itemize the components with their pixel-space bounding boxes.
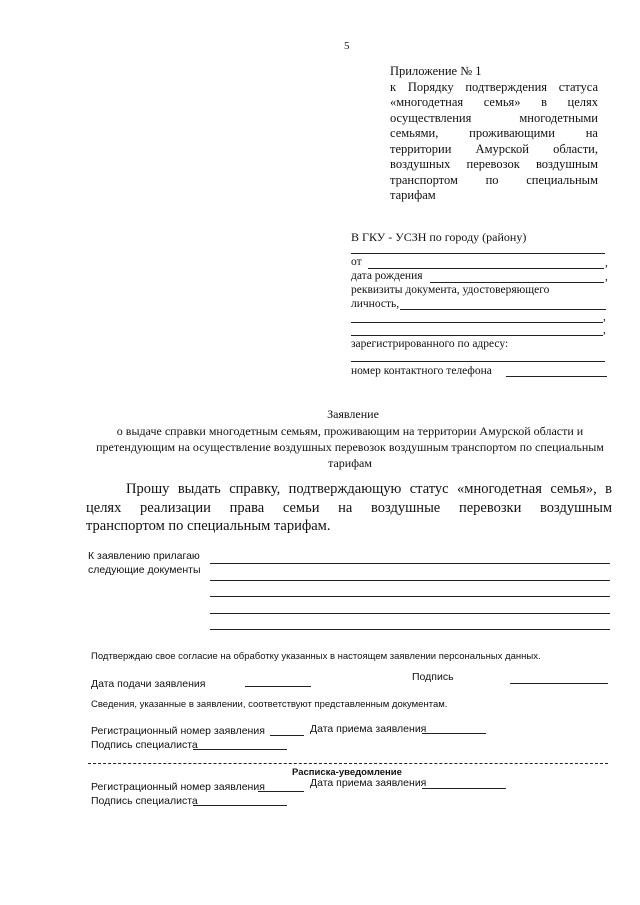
id-doc-label-2: личность, [351,298,400,310]
appendix-line: территории Амурской области, [390,141,598,156]
punctuation-comma: , [603,324,606,336]
address-label: зарегистрированного по адресу: [351,338,509,350]
attachment-line[interactable] [210,629,610,630]
appendix-line: воздушных перевозок воздушным [390,157,598,171]
punctuation-comma: , [603,311,606,323]
consent-text: Подтверждаю свое согласие на обработку указанных в настоящем заявлении персональных данных. [91,651,541,662]
birth-date-label: дата рождения [351,270,423,282]
addressee-line[interactable] [351,253,605,254]
appendix-line: к Порядку подтверждения статуса [390,79,598,94]
request-text [86,480,612,536]
appendix-header [390,64,598,204]
addressee-to: В ГКУ - УСЗН по городу (району) [351,230,527,244]
signature-label: Подпись [412,671,454,683]
request-line: транспортом по специальным тарифам. [86,518,331,534]
submission-date-label: Дата подачи заявления [91,678,206,690]
receipt-specialist-signature-field[interactable] [193,805,287,806]
punctuation-comma: , [605,257,608,269]
appendix-line: транспортом по специальным [390,172,598,187]
specialist-signature-field[interactable] [193,749,287,750]
id-doc-field[interactable] [400,309,606,310]
page-number: 5 [344,40,350,52]
statement-title: Заявление [327,407,379,421]
receipt-reg-number-label: Регистрационный номер заявления [91,781,265,793]
from-label: от [351,256,362,268]
attachment-line[interactable] [210,580,610,581]
appendix-line: «многодетная семья» в целях [390,95,598,109]
submission-date-field[interactable] [245,686,311,687]
id-doc-label: реквизиты документа, удостоверяющего [351,284,550,296]
appendix-line: тарифам [390,188,436,202]
reception-date-label: Дата приема заявления [310,723,427,735]
phone-field[interactable] [506,376,607,377]
appendix-line: осуществления многодетными [390,110,598,125]
attachment-line[interactable] [210,613,610,614]
specialist-signature-label: Подпись специалиста [91,739,198,751]
receipt-reception-date-field[interactable] [422,788,506,789]
id-doc-field-3[interactable] [351,335,603,336]
punctuation-comma: , [605,271,608,283]
receipt-title: Расписка-уведомление [292,767,402,778]
phone-label: номер контактного телефона [351,365,492,377]
receipt-specialist-signature-label: Подпись специалиста [91,795,198,807]
attachments-label: К заявлению прилагаю [88,550,200,562]
request-line: целях реализации права семьи на воздушные перевозки воздушным [86,499,612,516]
appendix-title: Приложение № 1 [390,64,482,78]
verification-text: Сведения, указанные в заявлении, соответствуют представленным документам. [91,699,448,710]
signature-field[interactable] [510,683,608,684]
appendix-line: семьями, проживающими на [390,126,598,140]
cut-line-divider [88,763,608,764]
from-field[interactable] [368,268,604,269]
address-field[interactable] [351,361,605,362]
receipt-reg-number-field[interactable] [258,791,304,792]
id-doc-field-2[interactable] [351,322,603,323]
reception-date-field[interactable] [422,733,486,734]
receipt-reception-date-label: Дата приема заявления [310,777,427,789]
statement-subtitle: о выдаче справки многодетным семьям, проживающим на территории Амурской области и претендующим на осуществление воздушных перевозок воздушным транспортом по специальным тарифам [96,424,604,470]
attachment-line[interactable] [210,596,610,597]
reg-number-label: Регистрационный номер заявления [91,725,265,737]
attachments-label-2: следующие документы [88,564,201,576]
attachment-line[interactable] [210,563,610,564]
request-line: Прошу выдать справку, подтверждающую статус «многодетная семья», в [126,481,612,497]
reg-number-field[interactable] [270,735,304,736]
birth-date-field[interactable] [430,282,604,283]
